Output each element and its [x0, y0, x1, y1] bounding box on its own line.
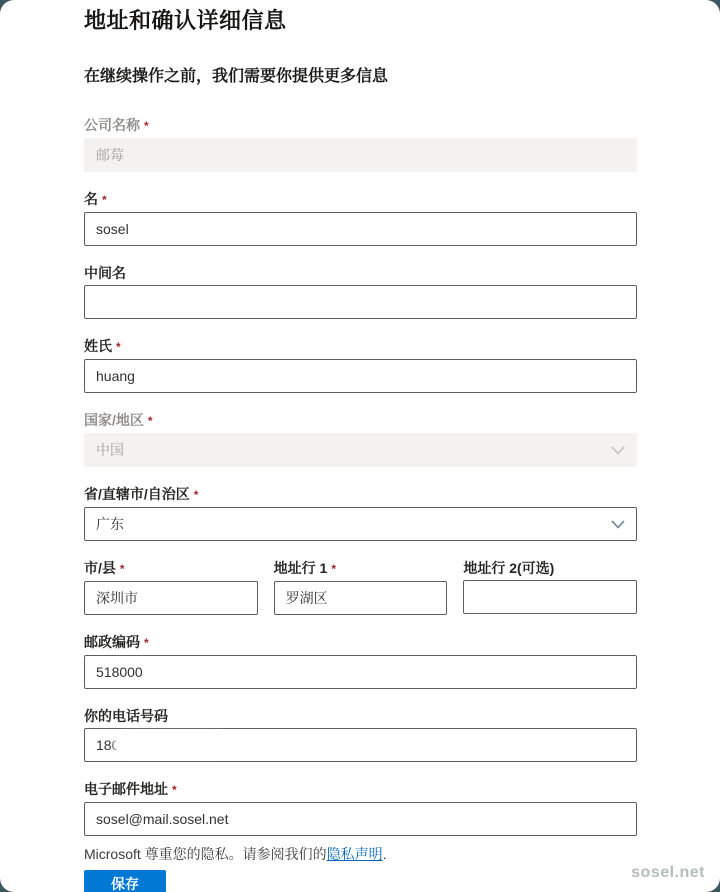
address-line2-input[interactable] [463, 580, 637, 614]
middle-name-field [84, 266, 637, 319]
middle-name-label-text: 中间名 [84, 265, 126, 281]
chevron-down-icon [611, 520, 625, 529]
required-asterisk: * [102, 193, 107, 207]
middle-name-label [84, 266, 637, 281]
postal-code-input[interactable] [84, 655, 637, 689]
required-asterisk: * [331, 562, 337, 576]
required-asterisk: * [193, 488, 199, 502]
last-name-input[interactable] [84, 359, 637, 393]
address-line2-label [463, 561, 637, 576]
province-field [84, 487, 637, 541]
page-title: 地址和确认详细信息 [84, 8, 287, 33]
city-label-text: 市/县 [84, 560, 116, 576]
province-label-text: 省/直辖市/自治区 [84, 486, 190, 502]
email-label-text: 电子邮件地址 [84, 781, 168, 797]
phone-input-wrap [84, 728, 637, 762]
city-label [84, 561, 258, 577]
company-name-label-text: 公司名称 [84, 117, 140, 133]
city-address-row [84, 561, 637, 615]
country-label-text: 国家/地区 [84, 412, 144, 428]
province-select[interactable] [84, 507, 637, 541]
first-name-label-text: 名 [84, 191, 98, 207]
company-name-input [84, 138, 637, 172]
country-field [84, 413, 637, 467]
required-asterisk: * [119, 562, 125, 576]
privacy-text-before: Microsoft 尊重您的隐私。请参阅我们的 [84, 846, 327, 862]
country-label [84, 413, 637, 429]
address-form [84, 118, 637, 892]
province-label [84, 487, 637, 503]
postal-code-label [84, 635, 637, 651]
required-asterisk: * [147, 414, 153, 428]
last-name-field [84, 339, 637, 393]
phone-redaction-overlay [116, 734, 228, 755]
required-asterisk: * [144, 636, 149, 650]
chevron-down-icon [611, 446, 625, 455]
address-line1-field [274, 561, 448, 615]
postal-code-field [84, 635, 637, 689]
privacy-statement-link[interactable]: 隐私声明 [326, 846, 383, 862]
address-line1-label-text: 地址行 1 [273, 560, 328, 576]
privacy-note [84, 845, 637, 864]
required-asterisk: * [172, 783, 177, 797]
postal-code-label-text: 邮政编码 [84, 634, 140, 650]
privacy-text-after: . [382, 846, 387, 862]
save-button[interactable]: 保存 [84, 870, 166, 892]
address-line1-input[interactable] [274, 581, 448, 615]
required-asterisk: * [144, 119, 149, 133]
first-name-input[interactable] [84, 212, 637, 246]
address-line2-label-text: 地址行 2(可选) [463, 560, 555, 576]
country-select-value: 中国 [96, 442, 124, 458]
email-field [84, 782, 637, 836]
phone-label [84, 709, 637, 724]
email-label [84, 782, 637, 798]
city-field [84, 561, 258, 615]
phone-field [84, 709, 637, 762]
company-name-field [84, 118, 637, 172]
first-name-field [84, 192, 637, 246]
required-asterisk: * [116, 340, 121, 354]
phone-label-text: 你的电话号码 [84, 708, 168, 724]
address-line2-field [463, 561, 637, 615]
watermark: sosel.net [631, 864, 705, 881]
address-line1-label [274, 561, 448, 577]
last-name-label [84, 339, 637, 355]
city-input[interactable] [84, 581, 258, 615]
middle-name-input[interactable] [84, 285, 637, 319]
country-select [84, 433, 637, 467]
first-name-label [84, 192, 637, 208]
email-input[interactable] [84, 802, 637, 836]
company-name-label [84, 118, 637, 134]
page-subtitle: 在继续操作之前，我们需要你提供更多信息 [84, 68, 389, 85]
province-select-value: 广东 [96, 516, 124, 532]
last-name-label-text: 姓氏 [84, 338, 112, 354]
